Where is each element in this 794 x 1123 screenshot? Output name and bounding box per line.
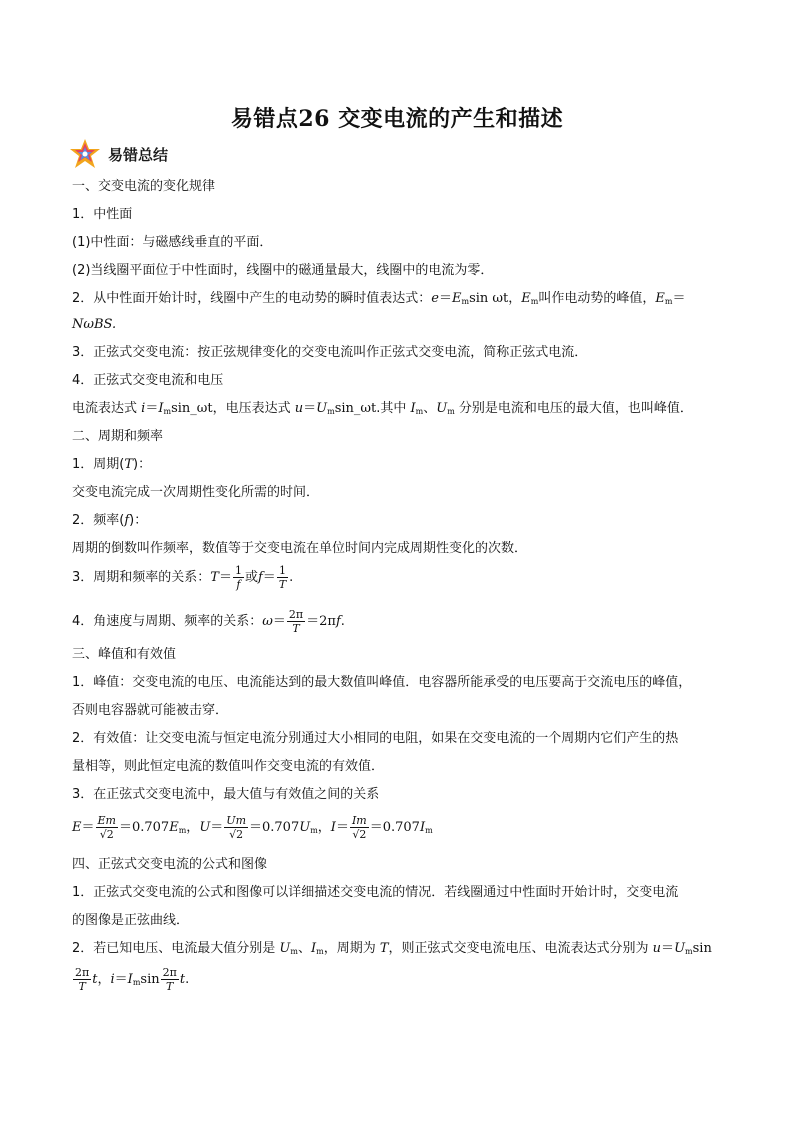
text-line: 3．在正弦式交变电流中，最大值与有效值之间的关系 [72, 787, 380, 802]
text-line: 交变电流完成一次周期性变化所需的时间． [72, 485, 320, 500]
angular-velocity-relation-line: 4．角速度与周期、频率的关系：ω＝ $\frac{2\pi}{T}$ ＝2πf. [72, 608, 345, 635]
heading-4: 四、正弦式交变电流的公式和图像 [72, 857, 268, 872]
text-line: 3．正弦式交变电流：按正弦规律变化的交变电流叫作正弦式交变电流，简称正弦式电流． [72, 345, 588, 360]
emf-expression-line: 2．从中性面开始计时，线圈中产生的电动势的瞬时值表达式：$e=E_m\sin$ ωt，$E_m$叫作电动势的峰值，$E_m=$ [72, 291, 686, 306]
text-line: 的图像是正弦曲线． [72, 913, 190, 928]
section-header [68, 134, 168, 174]
fraction: $\frac{2\pi}{T}$ [75, 966, 90, 993]
star-icon [68, 137, 102, 171]
fraction: $\frac{2\pi}{T}$ [288, 608, 304, 635]
fraction: $\frac{2\pi}{T}$ [162, 966, 177, 993]
text-line: 1．正弦式交变电流的公式和图像可以详细描述交变电流的情况．若线圈通过中性面时开始计时，交变电流 [72, 885, 679, 900]
text-line: 1．周期(T)： [72, 457, 152, 472]
fraction: $\frac{Um}{√2}$ [226, 814, 246, 841]
fraction: $\frac{Im}{√2}$ [351, 814, 367, 841]
text-line: 否则电容器就可能被击穿． [72, 703, 229, 718]
text-line: NωBS. [72, 317, 117, 332]
text-line: 量相等，则此恒定电流的数值叫作交变电流的有效值． [72, 759, 385, 774]
sine-expression-continuation: $\frac{2\pi}{T}$ t，$i=I_m\sin$ $\frac{2\pi}{T}$ t. [75, 966, 190, 993]
fraction: $\frac{1}{f}$ [234, 564, 242, 591]
heading-3: 三、峰值和有效值 [72, 647, 177, 662]
text-line: 1．峰值：交变电流的电压、电流能达到的最大数值叫峰值．电容器所能承受的电压要高于交流电压的峰值， [72, 675, 692, 690]
text-line: 2．频率(f)： [72, 513, 148, 528]
text-line: 周期的倒数叫作频率，数值等于交变电流在单位时间内完成周期性变化的次数． [72, 541, 528, 556]
page-title: 易错点26 交变电流的产生和描述 [230, 106, 564, 132]
text-line: (1)中性面：与磁感线垂直的平面． [72, 235, 273, 250]
text-line: 1．中性面 [72, 207, 133, 222]
text-line: 2．有效值：让交变电流与恒定电流分别通过大小相同的电阻，如果在交变电流的一个周期内它们产生的热 [72, 731, 679, 746]
sine-expression-line: 2．若已知电压、电流最大值分别是 $U_m$、$I_m$，周期为 T，则正弦式交变电流电压、电流表达式分别为 $u=U_m\sin$ [72, 941, 712, 956]
heading-1: 一、交变电流的变化规律 [72, 179, 216, 194]
text-line: 4．正弦式交变电流和电压 [72, 373, 224, 388]
fraction: $\frac{1}{T}$ [278, 564, 287, 591]
effective-value-formulas: E＝ $\frac{Em}{√2}$ $=0.707E_m$，U＝ $\frac{Um}{√2}$ $=0.707U_m$，I＝ $\frac{Im}{√2}$ $=0.707I_m$ [72, 814, 433, 841]
period-frequency-relation-line: 3．周期和频率的关系：T＝ $\frac{1}{f}$ 或f＝ $\frac{1}{T}$ . [72, 564, 294, 591]
current-voltage-expression-line: 电流表达式 $i=I_m\sin\_\omega t$，电压表达式 $u=U_m\sin\_\omega t$.其中 $I_m$、$U_m$ 分别是电流和电压的最大值，也叫峰值． [72, 401, 693, 416]
heading-2: 二、周期和频率 [72, 429, 164, 444]
text-line: (2)当线圈平面位于中性面时，线圈中的磁通量最大，线圈中的电流为零． [72, 263, 494, 278]
section-label: 易错总结 [108, 145, 169, 164]
fraction: $\frac{Em}{√2}$ [97, 814, 116, 841]
